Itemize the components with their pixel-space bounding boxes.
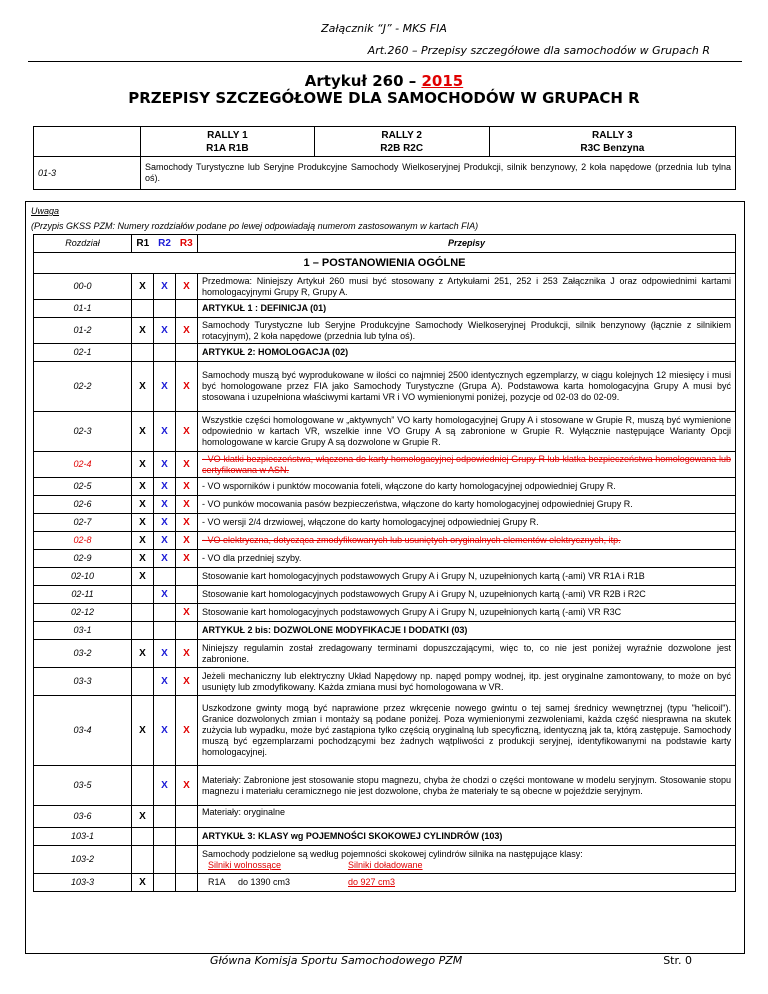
row-text: - VO punków mocowania pasów bezpieczeństwa, włączone do karty homologacyjnej odpowiedniej Grupy R. — [198, 496, 736, 514]
mark-r1: X — [132, 452, 154, 478]
row-code: 103-1 — [34, 828, 132, 846]
mark-r3: X — [176, 318, 198, 344]
row-code: 02-10 — [34, 568, 132, 586]
mark-r2: X — [154, 478, 176, 496]
header-annex: Załącznik “J” - MKS FIA — [321, 22, 447, 35]
mark-r2: X — [154, 696, 176, 766]
mark-r1: X — [132, 478, 154, 496]
row-code: 00-0 — [34, 274, 132, 300]
mark-r1: X — [132, 318, 154, 344]
class-turbocharged: Silniki doładowane — [348, 859, 423, 870]
mark-r3: X — [176, 496, 198, 514]
rally-col-2 — [314, 127, 489, 157]
row-code: 02-11 — [34, 586, 132, 604]
row-code: 02-1 — [34, 344, 132, 362]
page-title — [0, 72, 768, 90]
rally-col-2-classes: R2B R2C — [380, 142, 424, 154]
mark-r1: X — [132, 696, 154, 766]
mark-r3: X — [176, 532, 198, 550]
article-heading: ARTYKUŁ 2: HOMOLOGACJA (02) — [198, 344, 736, 362]
rally-col-1-name: RALLY 1 — [207, 129, 248, 141]
header-r1: R1 — [132, 235, 154, 253]
row-code: 02-2 — [34, 362, 132, 412]
header-przepisy: Przepisy — [198, 235, 736, 253]
rally-col-3 — [489, 127, 735, 157]
mark-r3: X — [176, 696, 198, 766]
row-code: 02-3 — [34, 412, 132, 452]
header-r3: R3 — [176, 235, 198, 253]
mark-r2: X — [154, 550, 176, 568]
mark-r1: X — [132, 496, 154, 514]
mark-r2: X — [154, 496, 176, 514]
row-code: 03-3 — [34, 668, 132, 696]
row-text: - VO wersji 2/4 drzwiowej, włączone do karty homologacyjnej odpowiedniej Grupy R. — [198, 514, 736, 532]
mark-r2: X — [154, 274, 176, 300]
rally-col-1-classes: R1A R1B — [206, 142, 249, 154]
row-text: Jeżeli mechaniczny lub elektryczny Układ Napędowy np. napęd pompy wodnej, itp. jest oryginalne zamontowany, to może on być usunięty lub zmodyfikowany. Każda zmiana musi być homologowana w VR. — [198, 668, 736, 696]
row-code: 02-5 — [34, 478, 132, 496]
title-year: 2015 — [421, 72, 464, 90]
row-text: Stosowanie kart homologacyjnych podstawowych Grupy A i Grupy N, uzupełnionych kartą (-ami) VR R2B i R2C — [198, 586, 736, 604]
mark-r3: X — [176, 766, 198, 806]
mark-r2: X — [154, 452, 176, 478]
mark-r1: X — [132, 568, 154, 586]
article-heading: ARTYKUŁ 3: KLASY wg POJEMNOŚCI SKOKOWEJ CYLINDRÓW (103) — [198, 828, 736, 846]
row-text: - VO dla przedniej szyby. — [198, 550, 736, 568]
row-text: Przedmowa: Niniejszy Artykuł 260 musi być stosowany z Artykułami 251, 252 i 253 Załącznika J oraz odpowiednimi kartami homologacyjnymi Grupy R, Grupy A. — [198, 274, 736, 300]
row-text: Niniejszy regulamin został zredagowany terminami dopuszczającymi, więc to, co nie jest poniżej wyraźnie dozwolone jest zabronione. — [198, 640, 736, 668]
row-code: 02-12 — [34, 604, 132, 622]
rally-col-3-name: RALLY 3 — [592, 129, 633, 141]
class-r1a-capacity: do 1390 cm3 — [238, 877, 291, 887]
row-text — [198, 874, 736, 892]
mark-r1: X — [132, 514, 154, 532]
row-code: 03-1 — [34, 622, 132, 640]
class-r1a: R1A — [208, 877, 226, 887]
mark-r3: X — [176, 550, 198, 568]
row-code: 02-6 — [34, 496, 132, 514]
mark-r2: X — [154, 412, 176, 452]
mark-r3: X — [176, 478, 198, 496]
row-code: 01-1 — [34, 300, 132, 318]
row-text — [198, 846, 736, 874]
mark-r3: X — [176, 274, 198, 300]
mark-r3: X — [176, 514, 198, 532]
article-heading: ARTYKUŁ 1 : DEFINICJA (01) — [198, 300, 736, 318]
row-code: 02-7 — [34, 514, 132, 532]
rules-table — [33, 234, 736, 892]
row-text: Stosowanie kart homologacyjnych podstawowych Grupy A i Grupy N, uzupełnionych kartą (-ami) VR R1A i R1B — [198, 568, 736, 586]
header-r2: R2 — [154, 235, 176, 253]
rally-row-text: Samochody Turystyczne lub Seryjne Produkcyjne Samochody Wielkoseryjnej Produkcji, silnik benzynowy, 2 koła napędowe (przednia lub tylna oś). — [141, 157, 736, 190]
mark-r2: X — [154, 640, 176, 668]
mark-r3: X — [176, 604, 198, 622]
row-text: Uszkodzone gwinty mogą być naprawione przez wkręcenie nowego gwintu o tej samej średnicy wewnętrznej (typu "helicoil"). Granice dozwolonych zmian i montaży są podane poniżej. Poza wymienionymi zezwoleniami, każda część niesprawna na skutek zużycia lub wypadku, może być zastąpiona tylko częścią oryginalną lub specyficzną, identyczną jak ta, którą zastępuje. Samochody muszą być egzemplarzami pochodzącymi bez żadnych wątpliwości z produkcji seryjnej, identyfikowanymi na podstawie karty homologacyjnej. — [198, 696, 736, 766]
row-code: 03-4 — [34, 696, 132, 766]
header-rozdzial: Rozdział — [34, 235, 132, 253]
mark-r3: X — [176, 412, 198, 452]
mark-r2: X — [154, 514, 176, 532]
page-number: Str. 0 — [663, 954, 692, 967]
mark-r2: X — [154, 766, 176, 806]
mark-r1: X — [132, 874, 154, 892]
row-code: 02-4 — [34, 452, 132, 478]
row-code: 02-8 — [34, 532, 132, 550]
mark-r2: X — [154, 318, 176, 344]
row-text: Materiały: Zabronione jest stosowanie stopu magnezu, chyba że chodzi o części montowane w modelu seryjnym. Stosowanie stopu magnezu i materiału ceramicznego nie jest dozwolone, chyba że materiały te są obecne w pojeździe seryjnym. — [198, 766, 736, 806]
header-article: Art.260 – Przepisy szczegółowe dla samochodów w Grupach R — [367, 44, 710, 57]
class-r1a-capacity-turbo: do 927 cm3 — [348, 877, 396, 887]
title-prefix: Artykuł 260 – — [304, 72, 422, 90]
mark-r3: X — [176, 640, 198, 668]
row-code: 03-2 — [34, 640, 132, 668]
footer-organization: Główna Komisja Sportu Samochodowego PZM — [210, 954, 463, 967]
mark-r1: X — [132, 412, 154, 452]
row-text: Samochody muszą być wyprodukowane w ilości co najmniej 2500 identycznych egzemplarzy, w ciągu kolejnych 12 miesięcy i musi być homologowane przez FIA jako Samochody Turystyczne (Grupa A). Podstawowa karta homologacyjna Grupy A musi być stosowana i uzupełniona właściwymi kartami VR i VO wymienionymi poniżej, pozycje od 02-03 do 02-09. — [198, 362, 736, 412]
mark-r1: X — [132, 550, 154, 568]
mark-r2: X — [154, 586, 176, 604]
class-naturally-aspirated: Silniki wolnossące — [208, 859, 282, 870]
row-text: - VO wsporników i punktów mocowania foteli, włączone do karty homologacyjnej odpowiedniej Grupy R. — [198, 478, 736, 496]
rally-col-2-name: RALLY 2 — [381, 129, 422, 141]
rally-row-code: 01-3 — [34, 157, 141, 190]
mark-r3: X — [176, 668, 198, 696]
row-text-deleted: - VO elektryczna, dotycząca zmodyfikowanych lub usuniętych oryginalnych elementów elektrycznych, itp. — [198, 532, 736, 550]
mark-r3: X — [176, 452, 198, 478]
row-text: Wszystkie części homologowane w „aktywnych” VO karty homologacyjnej Grupy A i stosowane w Grupie R, muszą być wymienione odpowiednio w kartach VR, wszelkie inne VO Grupy A są zabronione w Grupie R. Wyłącznie następujące Warianty Opcji homologowane w karcie Grupy A są dozwolone w Grupie R. — [198, 412, 736, 452]
section-heading: 1 – POSTANOWIENIA OGÓLNE — [34, 253, 736, 274]
row-code: 03-6 — [34, 806, 132, 828]
row-text: Materiały: oryginalne — [198, 806, 736, 828]
row-text: Stosowanie kart homologacyjnych podstawowych Grupy A i Grupy N, uzupełnionych kartą (-ami) VR R3C — [198, 604, 736, 622]
rally-col-3-classes: R3C Benzyna — [580, 142, 645, 154]
row-code: 03-5 — [34, 766, 132, 806]
row-code: 103-2 — [34, 846, 132, 874]
mark-r1: X — [132, 532, 154, 550]
mark-r2: X — [154, 668, 176, 696]
row-text: Samochody Turystyczne lub Seryjne Produkcyjne Samochody Wielkoseryjnej Produkcji, silnik benzynowy (łącznie z silnikiem rotacyjnym), 2 koła napędowe (przednia lub tylna oś). — [198, 318, 736, 344]
note-heading: Uwaga — [31, 206, 60, 216]
mark-r2: X — [154, 362, 176, 412]
header-divider — [28, 61, 742, 62]
page-subtitle: PRZEPISY SZCZEGÓŁOWE DLA SAMOCHODÓW W GRUPACH R — [128, 89, 640, 107]
rally-col-1 — [141, 127, 315, 157]
note-text: (Przypis GKSS PZM: Numery rozdziałów podane po lewej odpowiadają numerom zastosowanym w kartach FIA) — [31, 221, 479, 231]
mark-r1: X — [132, 274, 154, 300]
row-code: 02-9 — [34, 550, 132, 568]
row-text-deleted: - VO klatki bezpieczeństwa, włączona do karty homologacyjnej odpowiedniej Grupy R lub klatka bezpieczeństwa homologowana lub certyfikowana w ASN. — [198, 452, 736, 478]
rally-blank — [34, 127, 141, 157]
mark-r1: X — [132, 806, 154, 828]
article-heading: ARTYKUŁ 2 bis: DOZWOLONE MODYFIKACJE I DODATKI (03) — [198, 622, 736, 640]
classes-intro: Samochody podzielone są według pojemności skokowej cylindrów silnika na następujące klasy: — [202, 848, 583, 859]
rally-table — [33, 126, 736, 190]
row-code: 01-2 — [34, 318, 132, 344]
mark-r1: X — [132, 362, 154, 412]
mark-r1: X — [132, 640, 154, 668]
mark-r3: X — [176, 362, 198, 412]
row-code: 103-3 — [34, 874, 132, 892]
mark-r2: X — [154, 532, 176, 550]
